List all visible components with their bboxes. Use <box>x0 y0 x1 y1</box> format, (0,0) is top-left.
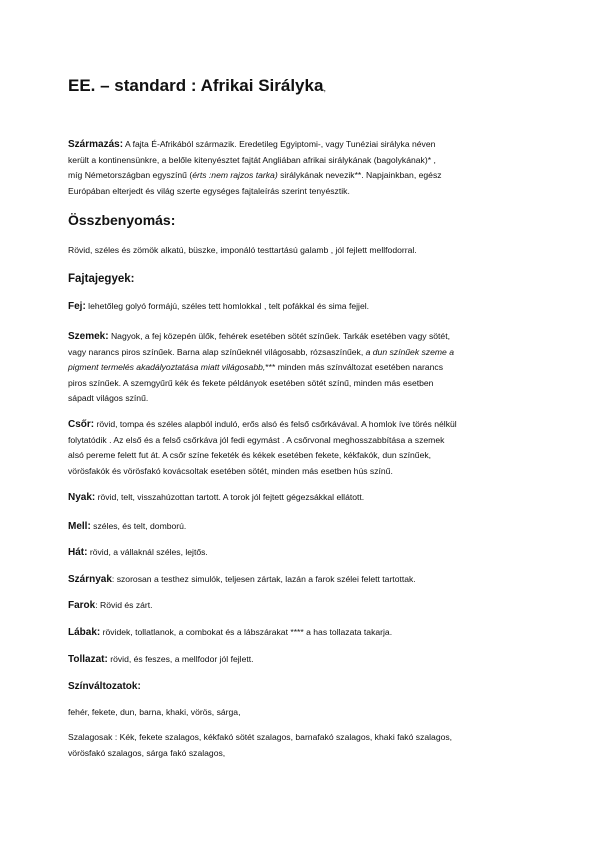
origin-line-3b: sirálykának nevezik**. Napjainkban, egész <box>277 170 442 180</box>
title-mark: , <box>323 83 326 93</box>
origin-line-2: került a kontinensünkre, a belőle kitenyésztet fajtát Angliában afrikai sirálykának (bagolykának)* , <box>68 154 436 165</box>
neck-label: Nyak: <box>68 492 96 503</box>
wings-label: Szárnyak <box>68 574 112 585</box>
origin-label: Származás: <box>68 139 124 150</box>
color-list-text: fehér, fekete, dun, barna, khaki, vörös, sárga, <box>68 707 241 717</box>
back-text: rövid, a vállaknál széles, lejtős. <box>87 547 208 557</box>
plumage-label: Tollazat: <box>68 654 108 665</box>
back-label: Hát: <box>68 547 88 558</box>
color-varieties-label: Színváltozatok: <box>68 681 141 692</box>
origin-line-3-italic: érts :nem rajzos tarka) <box>192 170 278 180</box>
overall-impression-paragraph <box>68 243 538 259</box>
beak-line-4: vörösfakók és vörösfakó kovácsoltak esetében sötét, minden más esetben hús színű. <box>68 465 393 476</box>
breed-features-heading: Fajtajegyek: <box>68 273 135 285</box>
eyes-line-5: sápadt világos színű. <box>68 393 149 403</box>
tail-paragraph <box>68 598 538 614</box>
wings-text: : szorosan a testhez simulók, teljesen zártak, lazán a farok szélei felett tartottak. <box>111 574 416 584</box>
origin-line-3a: míg Németországban egyszínű ( <box>68 170 193 180</box>
eyes-line-3-italic: pigment termelés akadályoztatása miatt világosabb, <box>68 362 266 372</box>
origin-line-1: A fajta É-Afrikából származik. Eredetileg Egyiptomi-, vagy Tunéziai sirályka néven <box>123 139 436 149</box>
eyes-line-2-italic: a dun színűek szeme a <box>365 346 454 357</box>
color-list-paragraph <box>68 705 538 721</box>
beak-label: Csőr: <box>68 419 95 430</box>
wings-paragraph <box>68 572 538 588</box>
barred-paragraph <box>68 730 538 761</box>
plumage-paragraph <box>68 652 538 668</box>
plumage-text: rövid, és feszes, a mellfodor jól fejlett. <box>107 654 254 664</box>
neck-text: rövid, telt, visszahúzottan tartott. A torok jól fejtett gégezsákkal ellátott. <box>95 492 365 502</box>
tail-text: : Rövid és zárt. <box>95 600 153 610</box>
legs-paragraph <box>68 625 538 641</box>
legs-text: rövidek, tollatlanok, a combokat és a lábszárakat **** a has tollazata takarja. <box>100 627 393 637</box>
back-paragraph <box>68 545 538 561</box>
eyes-line-1: Nagyok, a fej közepén ülők, fehérek esetében sötét színűek. Tarkák esetében vagy sötét, <box>108 331 450 341</box>
chest-label: Mell: <box>68 521 91 532</box>
eyes-line-3b: *** minden más színváltozat esetében narancs <box>265 362 444 372</box>
overall-impression-text: Rövid, széles és zömök alkatú, büszke, imponáló testtartású galamb , jól fejlett mellfodorral. <box>68 245 417 255</box>
tail-label: Farok <box>68 600 96 611</box>
chest-paragraph <box>68 519 538 535</box>
legs-label: Lábak: <box>68 627 101 638</box>
head-paragraph <box>68 299 538 315</box>
eyes-paragraph <box>68 329 538 407</box>
beak-line-1: rövid, tompa és széles alapból induló, erős alsó és felső csőrkávával. A homlok íve törés nélkül <box>94 419 457 429</box>
barred-line-1: Szalagosak : Kék, fekete szalagos, kékfakó sötét szalagos, barnafakó szalagos, khaki fakó szalagos, <box>68 732 453 742</box>
barred-line-2: vörösfakó szalagos, sárga fakó szalagos, <box>68 747 226 758</box>
color-varieties-paragraph <box>68 679 538 695</box>
title-text: EE. – standard : Afrikai Sirályka <box>68 76 324 95</box>
eyes-line-4: piros színűek. A szemgyűrű kék és fekete példányok esetében sötét színű, minden más esetben <box>68 377 434 388</box>
page-title <box>68 76 326 96</box>
eyes-line-2a: vagy narancs piros színűek. Barna alap színűeknél világosabb, rózsaszínűek, <box>68 346 366 357</box>
beak-line-3: alsó pereme felett fut át. A csőr színe feketék és kékek esetében fekete, kékfakók, dun színűek, <box>68 450 432 460</box>
origin-paragraph <box>68 137 538 199</box>
head-text: lehetőleg golyó formájú, széles tett homlokkal , telt pofákkal és sima fejjel. <box>85 301 370 311</box>
chest-text: széles, és telt, domború. <box>90 521 187 531</box>
beak-line-2: folytatódik . Az első és a felső csőrkáva jól fedi egymást . A csőrvonal meghosszabbítása a szemek <box>68 434 445 445</box>
origin-line-4: Európában elterjedt és világ szerte egységes fajtaleírás szerint tenyésztik. <box>68 185 350 196</box>
neck-paragraph <box>68 490 538 506</box>
eyes-label: Szemek: <box>68 331 109 342</box>
overall-impression-heading: Összbenyomás: <box>68 212 176 228</box>
head-label: Fej: <box>68 301 86 312</box>
beak-paragraph <box>68 417 538 479</box>
